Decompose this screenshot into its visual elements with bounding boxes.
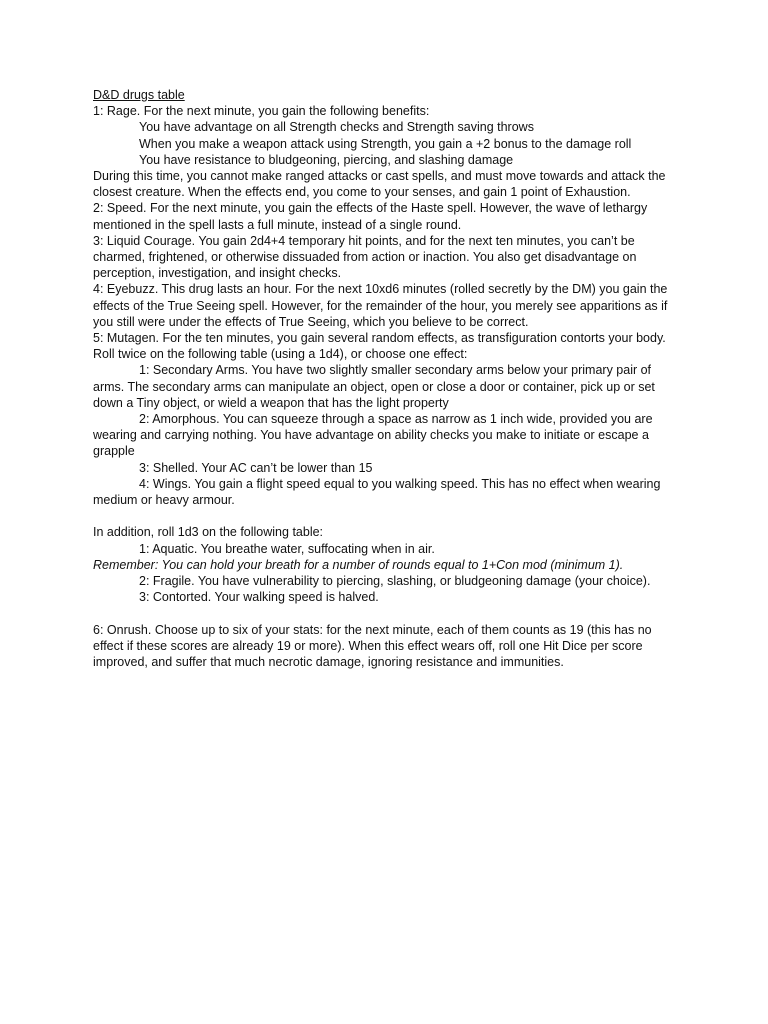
speed-entry: 2: Speed. For the next minute, you gain the effects of the Haste spell. However, the wave of lethargy mentioned in the spell lasts a full minute, instead of a single round. xyxy=(93,201,648,232)
mutagen-secondary-arms xyxy=(93,362,683,411)
rage-body: During this time, you cannot make ranged attacks or cast spells, and must move towards and attack the closest creature. When the effects end, you come to your senses, and gain 1 point of Exhaustion. xyxy=(93,169,666,200)
mutagen-amorphous xyxy=(93,411,683,460)
mutagen-shelled: 3: Shelled. Your AC can’t be lower than 15 xyxy=(139,460,373,475)
mutagen-entry: 5: Mutagen. For the ten minutes, you gain several random effects, as transfiguration contorts your body. Roll twice on the following table (using a 1d4), or choose one effect: xyxy=(93,331,666,362)
rage-benefit-3: You have resistance to bludgeoning, piercing, and slashing damage xyxy=(139,152,514,167)
mutagen-secondary-arms-text: 1: Secondary Arms. You have two slightly smaller secondary arms below your primary pair of arms. The secondary arms can manipulate an object, open or close a door or container, pick up or set down a Tiny object, or wield a weapon that has the light property xyxy=(93,363,655,410)
rage-heading: 1: Rage. For the next minute, you gain the following benefits: xyxy=(93,104,430,119)
addition-aquatic: 1: Aquatic. You breathe water, suffocating when in air. xyxy=(139,541,435,556)
document-page xyxy=(93,87,683,670)
mutagen-amorphous-text: 2: Amorphous. You can squeeze through a space as narrow as 1 inch wide, provided you are wearing and carrying nothing. You have advantage on ability checks you make to initiate or escape a grapple xyxy=(93,412,653,459)
mutagen-wings-text: 4: Wings. You gain a flight speed equal to you walking speed. This has no effect when wearing medium or heavy armour. xyxy=(93,476,661,508)
remember-note: Remember: You can hold your breath for a number of rounds equal to 1+Con mod (minimum 1). xyxy=(93,557,624,572)
addition-fragile: 2: Fragile. You have vulnerability to piercing, slashing, or bludgeoning damage (your choice). xyxy=(139,574,651,589)
onrush-entry: 6: Onrush. Choose up to six of your stats: for the next minute, each of them counts as 19 (this has no effect if these scores are already 19 or more). When this effect wears off, roll one Hit Dice per score improved, and suffer that much necrotic damage, ignoring resistance and immunities. xyxy=(93,622,652,670)
spacer xyxy=(93,605,683,621)
rage-benefit-1: You have advantage on all Strength checks and Strength saving throws xyxy=(139,120,534,135)
document-title: D&D drugs table xyxy=(93,88,185,102)
mutagen-wings xyxy=(93,476,683,508)
rage-benefit-2: When you make a weapon attack using Strength, you gain a +2 bonus to the damage roll xyxy=(139,136,632,151)
eyebuzz-entry: 4: Eyebuzz. This drug lasts an hour. For the next 10xd6 minutes (rolled secretly by the DM) you gain the effects of the True Seeing spell. However, for the remainder of the hour, you merely see apparitions as if you still were under the effects of True Seeing, which you believe to be correct. xyxy=(93,282,668,329)
liquid-courage-entry: 3: Liquid Courage. You gain 2d4+4 temporary hit points, and for the next ten minutes, you can’t be charmed, frightened, or otherwise dissuaded from action or inaction. You also get disadvantage on perception, investigation, and insight checks. xyxy=(93,233,637,281)
addition-contorted: 3: Contorted. Your walking speed is halved. xyxy=(139,590,379,605)
spacer xyxy=(93,508,683,524)
addition-heading: In addition, roll 1d3 on the following table: xyxy=(93,525,324,540)
